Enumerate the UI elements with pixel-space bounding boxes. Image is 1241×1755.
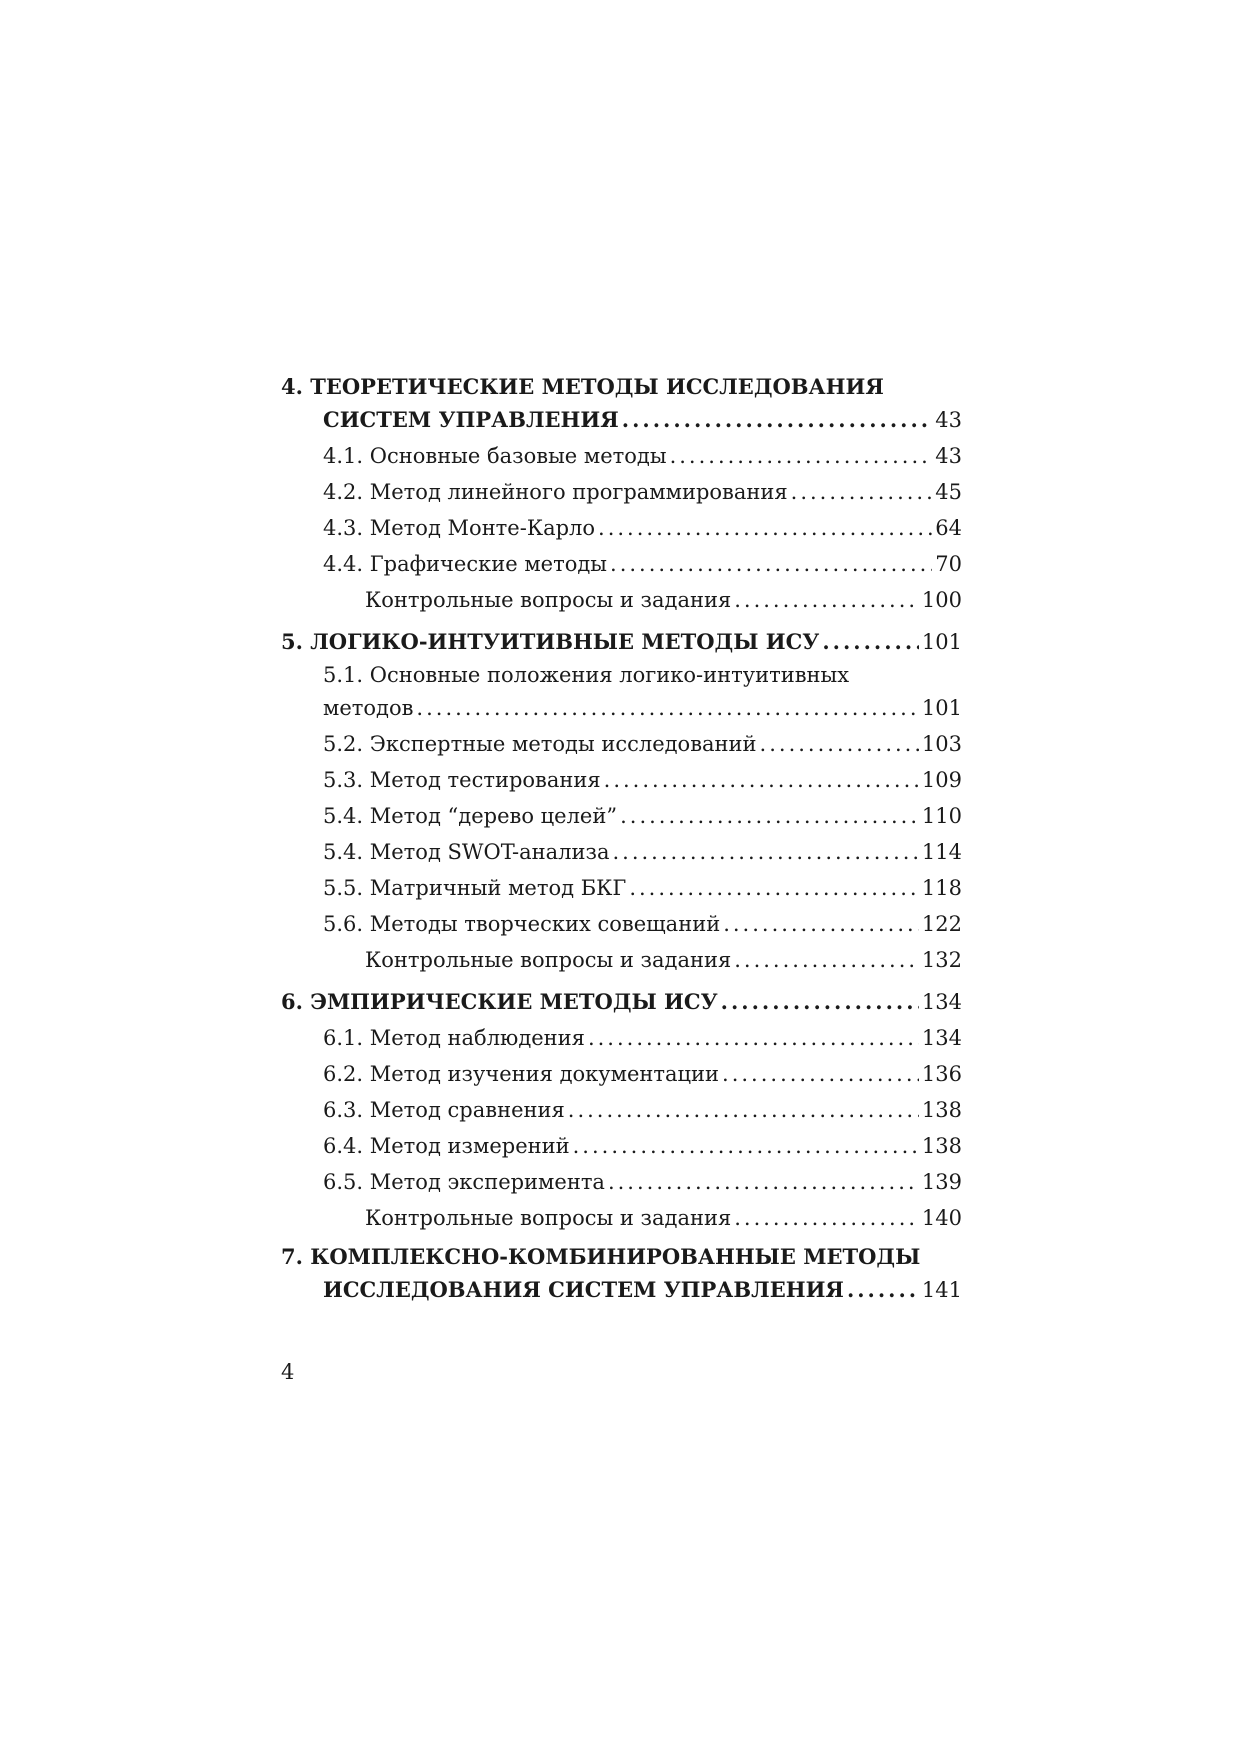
dot-leader: [734, 1200, 919, 1236]
section-title: Контрольные вопросы и задания: [365, 1206, 732, 1230]
page-ref: 118: [921, 876, 962, 900]
toc-entry-chapter-7[interactable]: [281, 1272, 962, 1308]
page-ref: 45: [935, 480, 962, 504]
dot-leader: [622, 402, 933, 438]
toc-entry-chapter-6[interactable]: [281, 984, 962, 1020]
section-title: 6.2. Метод изучения документации: [323, 1062, 720, 1086]
page-ref: 134: [921, 990, 962, 1014]
page-ref: 114: [921, 840, 962, 864]
dot-leader: [722, 1056, 919, 1092]
chapter-title: 5. ЛОГИКО-ИНТУИТИВНЫЕ МЕТОДЫ ИСУ: [281, 629, 820, 654]
toc-entry-5-6[interactable]: [281, 906, 962, 942]
page-ref: 122: [921, 912, 962, 936]
dot-leader: [721, 984, 919, 1020]
toc-entry-6-4[interactable]: [281, 1128, 962, 1164]
section-5-1-title-line1: 5.1. Основные положения логико-интуитивных: [323, 663, 850, 687]
section-title: Контрольные вопросы и задания: [365, 948, 732, 972]
dot-leader: [598, 510, 932, 546]
page-ref: 141: [921, 1278, 962, 1302]
dot-leader: [620, 798, 919, 834]
chapter-7-title-line2: ИССЛЕДОВАНИЯ СИСТЕМ УПРАВЛЕНИЯ: [323, 1277, 844, 1302]
toc-entry-4-1[interactable]: [281, 438, 962, 474]
section-title: 5.4. Метод “дерево целей”: [323, 804, 618, 828]
page-ref: 100: [921, 588, 962, 612]
toc-entry-5-3[interactable]: [281, 762, 962, 798]
page-ref: 43: [935, 408, 962, 432]
page-ref: 101: [921, 696, 962, 720]
toc-chapter-6: [281, 984, 962, 1236]
section-title: 5.5. Матричный метод БКГ: [323, 876, 627, 900]
dot-leader: [573, 1128, 919, 1164]
toc-entry-6-2[interactable]: [281, 1056, 962, 1092]
toc-entry-4-4[interactable]: [281, 546, 962, 582]
section-title: 5.2. Экспертные методы исследований: [323, 732, 757, 756]
section-title: 5.4. Метод SWOT-анализа: [323, 840, 610, 864]
chapter-4-title-line2: СИСТЕМ УПРАВЛЕНИЯ: [323, 407, 619, 432]
section-title: Контрольные вопросы и задания: [365, 588, 732, 612]
dot-leader: [847, 1272, 919, 1308]
dot-leader: [610, 546, 932, 582]
page-ref: 138: [921, 1098, 962, 1122]
section-title: 6.4. Метод измерений: [323, 1134, 570, 1158]
toc-entry-5-2[interactable]: [281, 726, 962, 762]
page-ref: 43: [935, 444, 962, 468]
dot-leader: [612, 834, 918, 870]
dot-leader: [734, 942, 919, 978]
toc-entry-6-3[interactable]: [281, 1092, 962, 1128]
page-ref: 109: [921, 768, 962, 792]
dot-leader: [608, 1164, 919, 1200]
dot-leader: [568, 1092, 919, 1128]
section-title: 6.3. Метод сравнения: [323, 1098, 565, 1122]
page-ref: 136: [921, 1062, 962, 1086]
toc-chapter-4: [281, 372, 962, 618]
toc-entry-6-1[interactable]: [281, 1020, 962, 1056]
toc-entry-5-5[interactable]: [281, 870, 962, 906]
dot-leader: [723, 906, 919, 942]
page-ref: 70: [935, 552, 962, 576]
page-ref: 132: [921, 948, 962, 972]
toc-entry-5-questions[interactable]: [281, 942, 962, 978]
page-ref: 139: [921, 1170, 962, 1194]
section-title: 6.1. Метод наблюдения: [323, 1026, 585, 1050]
toc-entry-4-questions[interactable]: [281, 582, 962, 618]
table-of-contents: [281, 372, 962, 1314]
page-ref: 103: [921, 732, 962, 756]
dot-leader: [588, 1020, 919, 1056]
page-ref: 138: [921, 1134, 962, 1158]
section-title: методов: [323, 696, 414, 720]
page-ref: 64: [935, 516, 962, 540]
chapter-title: 6. ЭМПИРИЧЕСКИЕ МЕТОДЫ ИСУ: [281, 989, 718, 1014]
dot-leader: [604, 762, 919, 798]
toc-entry-chapter-4[interactable]: [281, 402, 962, 438]
toc-entry-4-2[interactable]: [281, 474, 962, 510]
page-ref: 101: [921, 630, 962, 654]
page-number: 4: [281, 1360, 295, 1384]
toc-entry-4-3[interactable]: [281, 510, 962, 546]
toc-entry-6-questions[interactable]: [281, 1200, 962, 1236]
dot-leader: [629, 870, 919, 906]
dot-leader: [791, 474, 933, 510]
page-ref: 110: [921, 804, 962, 828]
section-title: 4.4. Графические методы: [323, 552, 608, 576]
section-title: 5.3. Метод тестирования: [323, 768, 601, 792]
chapter-4-title-line1: 4. ТЕОРЕТИЧЕСКИЕ МЕТОДЫ ИССЛЕДОВАНИЯ: [281, 374, 884, 399]
section-title: 4.3. Метод Монте-Карло: [323, 516, 596, 540]
dot-leader: [760, 726, 919, 762]
section-title: 4.2. Метод линейного программирования: [323, 480, 788, 504]
toc-entry-5-4-goal-tree[interactable]: [281, 798, 962, 834]
section-title: 5.6. Методы творческих совещаний: [323, 912, 721, 936]
dot-leader: [822, 624, 919, 660]
toc-entry-chapter-5[interactable]: [281, 624, 962, 660]
section-title: 4.1. Основные базовые методы: [323, 444, 667, 468]
page-ref: 134: [921, 1026, 962, 1050]
chapter-7-title-line1: 7. КОМПЛЕКСНО-КОМБИНИРОВАННЫЕ МЕТОДЫ: [281, 1244, 921, 1269]
dot-leader: [416, 690, 918, 726]
section-title: 6.5. Метод эксперимента: [323, 1170, 605, 1194]
page-ref: 140: [921, 1206, 962, 1230]
dot-leader: [734, 582, 919, 618]
dot-leader: [670, 438, 933, 474]
toc-chapter-5: [281, 624, 962, 978]
toc-entry-5-4-swot[interactable]: [281, 834, 962, 870]
toc-entry-6-5[interactable]: [281, 1164, 962, 1200]
toc-chapter-7: [281, 1242, 962, 1308]
toc-entry-5-1[interactable]: [281, 690, 962, 726]
